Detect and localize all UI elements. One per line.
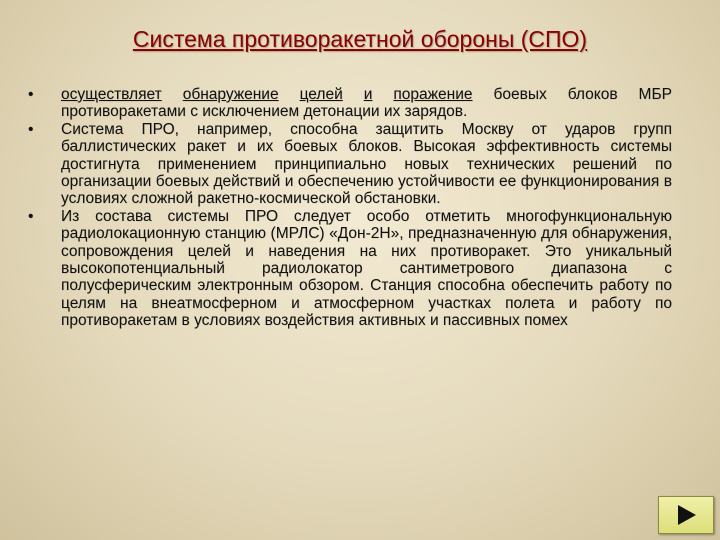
bullet-text: [61, 208, 672, 330]
bullet-item: [22, 86, 672, 121]
bullet-text-segment: обнаружение: [182, 86, 279, 103]
bullet-text-segment: Из состава системы ПРО следует особо отметить многофункциональную радиолокационную станцию (МРЛС) «Дон-2Н», предназначенную для обнаружения, сопровождения целей и наведения на них противоракет. Это уникальный высокопотенциальный радиолокатор сантиметрового диапазона с полусферическим электронным обзором. Станция способна обеспечить работу по целям на внеатмосферном и атмосферном участках полета и работу по противоракетам в условиях воздействия активных и пассивных помех: [61, 207, 672, 330]
bullet-dot: •: [28, 207, 34, 225]
bullet-text-segment: поражение: [393, 86, 473, 103]
bullet-text-segment: [372, 86, 393, 103]
bullet-text-segment: боевых блоков МБР противоракетами с исключением детонации их зарядов.: [61, 86, 672, 121]
bullet-list: [22, 86, 672, 330]
bullet-text: [61, 86, 672, 121]
bullet-item: [22, 208, 672, 330]
bullet-text-segment: [343, 86, 364, 103]
bullet-text-segment: осуществляет: [61, 86, 162, 103]
bullet-text-segment: Система ПРО, например, способна защитить Москву от ударов групп баллистических ракет и их боевых блоков. Высокая эффективность системы достигнута применением принципиально новых технических решений по организации боевых действий и обеспечению устойчивости ее функционирования в условиях сложной ракетно-космической обстановки.: [61, 120, 672, 208]
bullet-text-segment: и: [363, 86, 373, 103]
bullet-item: [22, 121, 672, 208]
slide-title: Система противоракетной обороны (СПО): [132, 26, 588, 52]
bullet-dot: •: [28, 86, 34, 103]
bullet-dot: •: [28, 120, 34, 138]
bullet-text-segment: [279, 86, 300, 103]
bullet-text-segment: целей: [299, 86, 343, 103]
bullet-text: [61, 121, 672, 208]
next-slide-button[interactable]: [658, 496, 714, 534]
bullet-text-segment: [162, 86, 183, 103]
